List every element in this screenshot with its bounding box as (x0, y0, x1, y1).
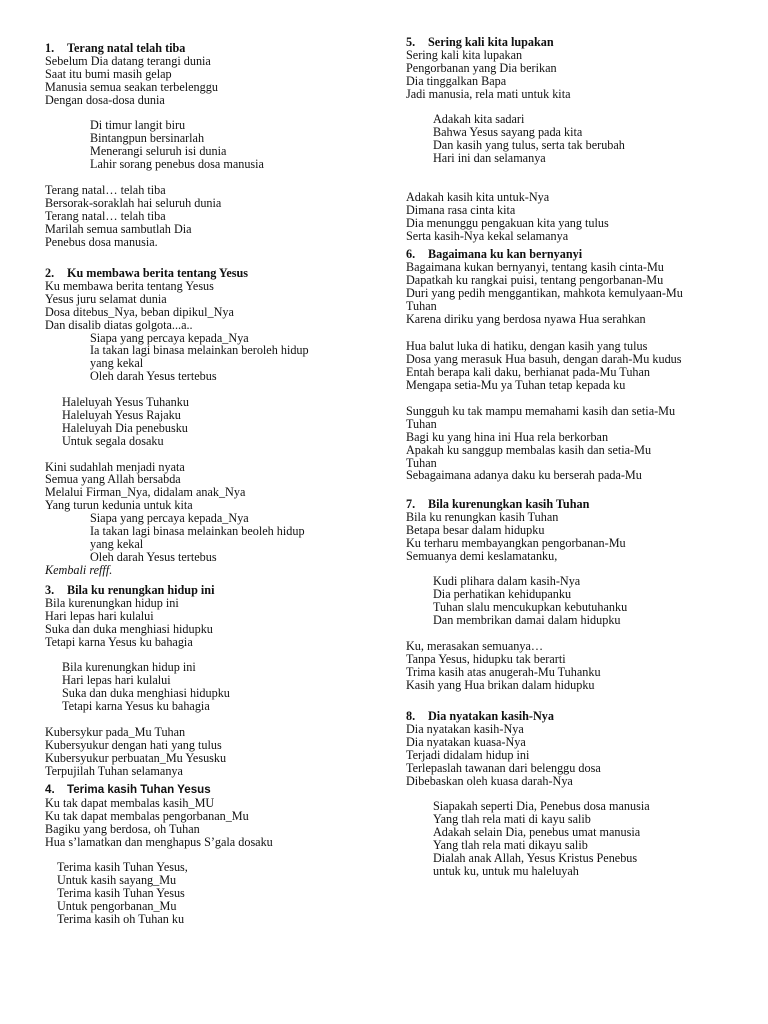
lyric-line: Kubersykur pada_Mu Tuhan (45, 724, 186, 739)
chorus-block (406, 800, 650, 877)
lyric-line: Bila kurenungkan hidup ini (45, 595, 179, 610)
lyric-line: Untuk pengorbanan_Mu (57, 899, 177, 914)
refrain-block (45, 396, 309, 448)
lyric-line: Kini sudahlah menjadi nyata (45, 459, 185, 474)
lyric-line: Haleluyah Yesus Tuhanku (62, 395, 189, 410)
lyric-line: Dan kasih yang tulus, serta tak berubah (433, 138, 625, 153)
lyric-line: Bagi ku yang hina ini Hua rela berkorban (406, 429, 609, 444)
lyric-line: Karena diriku yang berdosa nyawa Hua serahkan (406, 311, 646, 326)
lyric-line: Bagiku yang berdosa, oh Tuhan (45, 821, 200, 836)
lyric-line: Ku tak dapat membalas pengorbanan_Mu (45, 808, 249, 823)
lyric-line: Adakah kita sadari (433, 112, 525, 127)
repeat-refrain-note: Kembali refff. (45, 562, 113, 577)
lyric-line: Terima kasih oh Tuhan ku (57, 912, 185, 927)
lyric-line: Bahwa Yesus sayang pada kita (433, 125, 583, 140)
lyric-line: Oleh darah Yesus tertebus (90, 369, 217, 384)
lyric-line: Betapa besar dalam hidupku (406, 522, 545, 537)
lyric-line: Terpujilah Tuhan selamanya (45, 763, 183, 778)
lyric-line: Ku terharu membayangkan pengorbanan-Mu (406, 535, 626, 550)
lyric-line: Suka dan duka menghiasi hidupku (62, 686, 230, 701)
lyric-line: Hua balut luka di hatiku, dengan kasih yang tulus (406, 339, 648, 354)
lyric-line: Ku, merasakan semuanya… (406, 638, 544, 653)
lyric-line: Adakah selain Dia, penebus umat manusia (433, 825, 641, 840)
song-title: 4. Terima kasih Tuhan Yesus (45, 783, 211, 796)
lyric-line: Hua s’lamatkan dan menghapus S’gala dosaku (45, 834, 273, 849)
song-title: 8. Dia nyatakan kasih-Nya (406, 709, 554, 723)
lyric-line: Ia takan lagi binasa melainkan beoleh hidup (90, 524, 305, 539)
lyric-line: Sungguh ku tak mampu memahami kasih dan setia-Mu (406, 403, 676, 418)
lyric-line: Tuhan (406, 455, 437, 470)
chorus-block (45, 332, 309, 384)
lyric-line: Dia nyatakan kuasa-Nya (406, 734, 526, 749)
lyric-line: Adakah kasih kita untuk-Nya (406, 189, 550, 204)
lyric-line: Serta kasih-Nya kekal selamanya (406, 228, 569, 243)
song-1 (45, 42, 264, 248)
lyric-line: Haleluyah Yesus Rajaku (62, 407, 181, 422)
song-title: 2. Ku membawa berita tentang Yesus (45, 266, 249, 280)
lyric-line: Yesus juru selamat dunia (45, 291, 167, 306)
lyric-line: Dosa ditebus_Nya, beban dipikul_Nya (45, 304, 234, 319)
lyric-line: yang kekal (90, 356, 144, 371)
song-title: 6. Bagaimana ku kan bernyanyi (406, 247, 583, 261)
song-title: 5. Sering kali kita lupakan (406, 35, 554, 49)
chorus-block (45, 661, 230, 713)
lyric-line: Trima kasih atas anugerah-Mu Tuhanku (406, 664, 601, 679)
lyric-line: Terima kasih Tuhan Yesus (57, 886, 185, 901)
lyric-line: Dan membrikan damai dalam hidupku (433, 613, 621, 628)
lyric-line: Tuhan (406, 298, 437, 313)
chorus-block (406, 575, 627, 627)
lyric-line: Terang natal… telah tiba (45, 182, 166, 197)
lyric-line: Kudi plihara dalam kasih-Nya (433, 574, 581, 589)
lyric-line: Siapakah seperti Dia, Penebus dosa manusia (433, 799, 650, 814)
lyric-line: Tetapi karna Yesus ku bahagia (45, 634, 193, 649)
lyric-line: Entah berapa kali daku, berhianat pada-Mu Tuhan (406, 365, 651, 380)
lyric-line: Hari lepas hari kulalui (45, 608, 154, 623)
lyric-line: Pengorbanan yang Dia berikan (406, 60, 557, 75)
lyric-line: Tuhan slalu mencukupkan kebutuhanku (433, 600, 628, 615)
lyric-line: Terima kasih Tuhan Yesus, (57, 860, 188, 875)
lyric-line: Melalui Firman_Nya, didalam anak_Nya (45, 485, 246, 500)
lyric-line: Sebelum Dia datang terangi dunia (45, 53, 211, 68)
lyric-line: Haleluyah Dia penebusku (62, 420, 188, 435)
lyric-line: Jadi manusia, rela mati untuk kita (406, 86, 571, 101)
chorus-block (45, 512, 309, 564)
lyric-line: Ku tak dapat membalas kasih_MU (45, 795, 215, 810)
lyric-line: Kasih yang Hua brikan dalam hidupku (406, 677, 595, 692)
lyric-line: Suka dan duka menghiasi hidupku (45, 621, 213, 636)
song-4 (45, 784, 273, 926)
lyric-line: Tuhan (406, 416, 437, 431)
lyric-line: Bila ku renungkan kasih Tuhan (406, 509, 559, 524)
lyric-line: Siapa yang percaya kepada_Nya (90, 330, 249, 345)
lyric-line: Kubersyukur perbuatan_Mu Yesusku (45, 750, 227, 765)
lyric-line: Apakah ku sanggup membalas kasih dan setia-Mu (406, 442, 652, 457)
lyric-line: Duri yang pedih menggantikan, mahkota kemulyaan-Mu (406, 285, 683, 300)
lyric-line: Sebagaimana adanya daku ku berserah pada-Mu (406, 468, 642, 483)
lyric-line: Dialah anak Allah, Yesus Kristus Penebus (433, 850, 638, 865)
lyric-line: Yang tlah rela mati dikayu salib (433, 838, 588, 853)
lyric-line: Sering kali kita lupakan (406, 47, 523, 62)
lyric-line: Semuanya demi keslamatanku, (406, 548, 558, 563)
lyric-line: Tanpa Yesus, hidupku tak berarti (406, 651, 566, 666)
lyric-line: Bagaimana kukan bernyanyi, tentang kasih cinta-Mu (406, 259, 664, 274)
lyric-line: Penebus dosa manusia. (45, 234, 158, 249)
chorus-block (406, 113, 625, 165)
song-title: 7. Bila kurenungkan kasih Tuhan (406, 497, 590, 511)
lyric-line: Dia nyatakan kasih-Nya (406, 721, 524, 736)
lyric-line: Menerangi seluruh isi dunia (90, 144, 227, 159)
lyric-line: Terjadi didalam hidup ini (406, 747, 530, 762)
lyric-line: Dia perhatikan kehidupanku (433, 587, 572, 602)
song-6 (406, 248, 683, 482)
lyric-line: Terlepaslah tawanan dari belenggu dosa (406, 760, 601, 775)
lyric-line: Dosa yang merasuk Hua basuh, dengan darah-Mu kudus (406, 352, 682, 367)
lyric-line: Dan disalib diatas golgota...a.. (45, 317, 193, 332)
lyric-line: Untuk segala dosaku (62, 433, 164, 448)
lyric-line: untuk ku, untuk mu haleluyah (433, 863, 579, 878)
lyric-line: Oleh darah Yesus tertebus (90, 549, 217, 564)
chorus-block (45, 119, 264, 171)
lyric-line: yang kekal (90, 537, 144, 551)
lyric-line: Bintangpun bersinarlah (90, 131, 205, 146)
lyric-line: Dia tinggalkan Bapa (406, 73, 507, 88)
lyric-line: Ku membawa berita tentang Yesus (45, 278, 214, 293)
song-2 (45, 267, 309, 577)
lyric-line: Lahir sorang penebus dosa manusia (90, 157, 264, 172)
song-title: 3. Bila ku renungkan hidup ini (45, 583, 215, 597)
lyric-line: Manusia semua seakan terbelenggu (45, 79, 218, 94)
lyric-line: Dapatkah ku rangkai puisi, tentang pengorbanan-Mu (406, 272, 664, 287)
lyric-line: Terang natal… telah tiba (45, 208, 166, 223)
lyric-line: Marilah semua sambutlah Dia (45, 221, 192, 236)
lyric-line: Mengapa setia-Mu ya Tuhan tetap kepada ku (406, 378, 626, 393)
lyric-line: Untuk kasih sayang_Mu (57, 873, 177, 888)
song-7 (406, 498, 627, 692)
lyric-line: Dengan dosa-dosa dunia (45, 92, 165, 107)
song-8 (406, 710, 650, 878)
lyric-line: Tetapi karna Yesus ku bahagia (62, 699, 210, 714)
lyric-line: Yang turun kedunia untuk kita (45, 498, 193, 513)
lyric-line: Kubersyukur dengan hati yang tulus (45, 737, 222, 752)
lyric-line: Bila kurenungkan hidup ini (62, 660, 196, 675)
lyric-line: Dibebaskan oleh kuasa darah-Nya (406, 773, 573, 788)
lyric-line: Ia takan lagi binasa melainkan beroleh hidup (90, 343, 309, 358)
lyric-line: Saat itu bumi masih gelap (45, 66, 172, 81)
chorus-block (45, 861, 273, 926)
lyric-line: Siapa yang percaya kepada_Nya (90, 511, 249, 526)
lyric-line: Dimana rasa cinta kita (406, 202, 516, 217)
song-5 (406, 36, 625, 242)
lyric-line: Semua yang Allah bersabda (45, 472, 181, 487)
song-title: 1. Terang natal telah tiba (45, 41, 186, 55)
song-3 (45, 584, 230, 778)
lyric-line: Di timur langit biru (90, 118, 186, 133)
lyric-line: Dia menunggu pengakuan kita yang tulus (406, 215, 609, 230)
lyric-line: Hari lepas hari kulalui (62, 673, 171, 688)
lyric-line: Hari ini dan selamanya (433, 151, 546, 166)
lyric-line: Yang tlah rela mati di kayu salib (433, 812, 591, 827)
lyric-line: Bersorak-soraklah hai seluruh dunia (45, 195, 222, 210)
